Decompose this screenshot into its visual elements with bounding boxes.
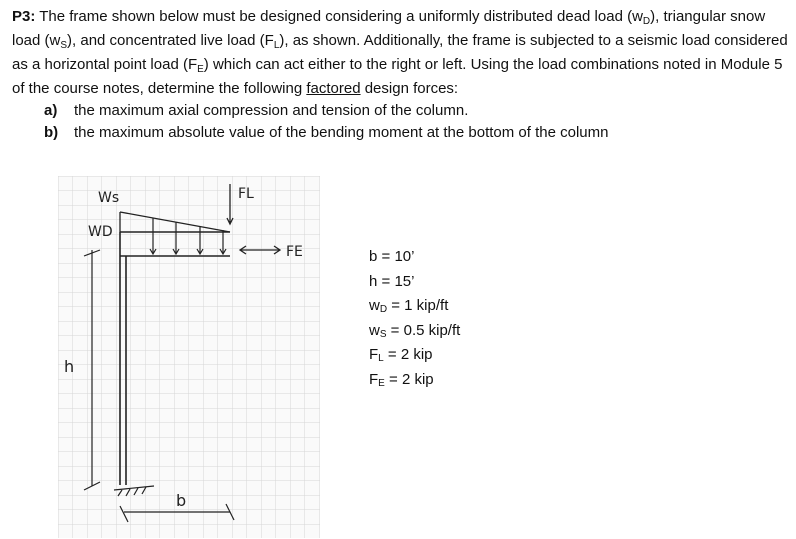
- problem-label: P3:: [12, 8, 36, 25]
- given-ws: $w_S = 0.5$ kip/ft: [369, 321, 461, 340]
- wd-label: WD: [88, 224, 113, 240]
- given-fe: $F_E = 2$ kip: [369, 370, 434, 389]
- frame-sketch: [58, 176, 320, 538]
- part-a: [12, 100, 788, 122]
- question-parts: [12, 100, 788, 144]
- h-label: h: [64, 357, 75, 376]
- given-fl: $F_L = 2$ kip: [369, 346, 433, 364]
- part-a-text: the maximum axial compression and tension of the column.: [74, 102, 469, 119]
- intro-text-4: ), as shown. Additionally, the frame is subjected to a seismic load considered as a horizontal point load (F: [12, 32, 788, 73]
- intro-text-6: design forces:: [360, 80, 459, 97]
- given-values: [369, 246, 460, 393]
- factored-underlined: factored: [306, 80, 361, 97]
- ws-label: Ws: [98, 190, 120, 206]
- intro-text-1: The frame shown below must be designed considering a uniformly distributed dead load (w: [35, 8, 643, 25]
- problem-paragraph: [12, 6, 788, 100]
- ws-subscript: S: [60, 40, 68, 51]
- part-b-label: b): [44, 124, 59, 141]
- fl-subscript: L: [273, 40, 280, 51]
- b-label: b: [176, 491, 187, 510]
- part-a-label: a): [44, 102, 58, 119]
- problem-statement: [12, 6, 788, 144]
- wd-subscript: D: [642, 16, 651, 27]
- intro-text-2: ), triangular snow load (w: [12, 8, 766, 49]
- given-wd: $w_D = 1$ kip/ft: [369, 297, 449, 315]
- intro-text-5: ) which can act either to the right or left. Using the load combinations noted in Module 5 of the course notes, determine the following: [12, 56, 783, 97]
- fe-subscript: E: [197, 64, 204, 75]
- fe-label: FE: [286, 244, 303, 260]
- fl-label: FL: [238, 186, 254, 202]
- part-b: [12, 122, 788, 144]
- given-b: b = 10’: [369, 248, 415, 265]
- part-b-text: the maximum absolute value of the bending moment at the bottom of the column: [74, 124, 609, 141]
- intro-text-3: ), and concentrated live load (F: [67, 32, 274, 49]
- given-h: h = 15’: [369, 272, 415, 290]
